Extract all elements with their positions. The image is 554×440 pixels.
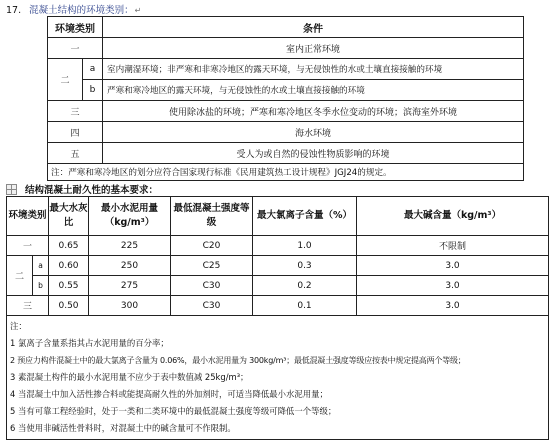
cement-cell: 300 [89, 296, 171, 316]
table-row [48, 59, 524, 80]
subcategory-cell: b [83, 80, 103, 101]
grade-cell: C30 [171, 276, 253, 296]
table-row [7, 296, 549, 316]
condition-cell: 室内正常环境 [103, 38, 524, 59]
condition-cell: 严寒和寒冷地区的露天环境，与无侵蚀性的水或土壤直接接触的环境 [103, 80, 524, 101]
cement-cell: 225 [89, 236, 171, 256]
grade-cell: C30 [171, 296, 253, 316]
notes-row [7, 316, 549, 440]
condition-cell: 海水环境 [103, 122, 524, 143]
condition-cell: 受人为或自然的侵蚀性物质影响的环境 [103, 143, 524, 164]
section-title: 混凝土结构的环境类别： [29, 5, 134, 16]
subcategory-cell: a [33, 256, 49, 276]
table-row [48, 38, 524, 59]
alkali-cell: 3.0 [357, 276, 549, 296]
category-cell: 一 [48, 38, 103, 59]
category-cell: 五 [48, 143, 103, 164]
subcategory-cell: a [83, 59, 103, 80]
durability-requirements-table [6, 196, 549, 440]
grade-cell: C20 [171, 236, 253, 256]
note-item: 5 当有可靠工程经验时，处于一类和二类环境中的最低混凝土强度等级可降低一个等级； [10, 406, 337, 416]
header-max-wc-ratio: 最大水灰比 [49, 197, 89, 236]
table-note-row [48, 164, 524, 181]
chloride-cell: 0.3 [253, 256, 357, 276]
note-item: 2 预应力构件混凝土中的最大氯离子含量为 0.06%，最小水泥用量为 300kg/m³；最低混凝土强度等级应按表中规定提高两个等级； [10, 356, 466, 365]
table-note: 注：严寒和寒冷地区的划分应符合国家现行标准《民用建筑热工设计规程》JGJ24的规定。 [48, 164, 524, 181]
table-row [48, 80, 524, 101]
note-item: 4 当混凝土中加入活性掺合料或能提高耐久性的外加剂时，可适当降低最小水泥用量； [10, 389, 328, 399]
alkali-cell: 3.0 [357, 296, 549, 316]
section-title: 结构混凝土耐久性的基本要求： [25, 185, 159, 196]
header-min-cement: 最小水泥用量（kg/m³） [89, 197, 171, 236]
header-condition: 条件 [103, 17, 524, 38]
wc-cell: 0.50 [49, 296, 89, 316]
table-row [7, 236, 549, 256]
return-mark: ↵ [134, 6, 142, 15]
category-cell: 三 [7, 296, 49, 316]
table-row [7, 256, 549, 276]
condition-cell: 室内潮湿环境；非严寒和非寒冷地区的露天环境，与无侵蚀性的水或土壤直接接触的环境 [103, 59, 524, 80]
environment-category-table [47, 16, 524, 181]
header-max-chloride: 最大氯离子含量（%） [253, 197, 357, 236]
chloride-cell: 0.2 [253, 276, 357, 296]
table-row [48, 122, 524, 143]
category-cell: 二 [7, 256, 33, 296]
header-max-alkali: 最大碱含量（kg/m³） [357, 197, 549, 236]
category-cell: 四 [48, 122, 103, 143]
note-heading: 注： [10, 321, 27, 331]
grade-cell: C25 [171, 256, 253, 276]
condition-cell: 使用除冰盐的环境；严寒和寒冷地区冬季水位变动的环境；滨海室外环境 [103, 101, 524, 122]
header-min-grade: 最低混凝土强度等级 [171, 197, 253, 236]
cement-cell: 275 [89, 276, 171, 296]
table-header-row [48, 17, 524, 38]
table-row [48, 143, 524, 164]
wc-cell: 0.55 [49, 276, 89, 296]
category-cell: 一 [7, 236, 49, 256]
header-env-category: 环境类别 [7, 197, 49, 236]
table-notes [7, 316, 549, 440]
table-row [7, 276, 549, 296]
cement-cell: 250 [89, 256, 171, 276]
note-item: 3 素混凝土构件的最小水泥用量不应少于表中数值减 25kg/m³； [10, 372, 249, 382]
note-item: 1 氯离子含量系指其占水泥用量的百分率； [10, 338, 169, 348]
wc-cell: 0.60 [49, 256, 89, 276]
chloride-cell: 1.0 [253, 236, 357, 256]
table-move-handle-icon[interactable] [6, 184, 17, 195]
section-17-heading [6, 2, 141, 16]
section-durability-heading [6, 182, 158, 196]
wc-cell: 0.65 [49, 236, 89, 256]
table-header-row [7, 197, 549, 236]
alkali-cell: 不限制 [357, 236, 549, 256]
table-row [48, 101, 524, 122]
section-number: 17. [6, 5, 22, 16]
category-cell: 三 [48, 101, 103, 122]
alkali-cell: 3.0 [357, 256, 549, 276]
subcategory-cell: b [33, 276, 49, 296]
header-env-category: 环境类别 [48, 17, 103, 38]
chloride-cell: 0.1 [253, 296, 357, 316]
category-cell: 二 [48, 59, 83, 101]
note-item: 6 当使用非碱活性骨料时，对混凝土中的碱含量可不作限制。 [10, 423, 236, 433]
